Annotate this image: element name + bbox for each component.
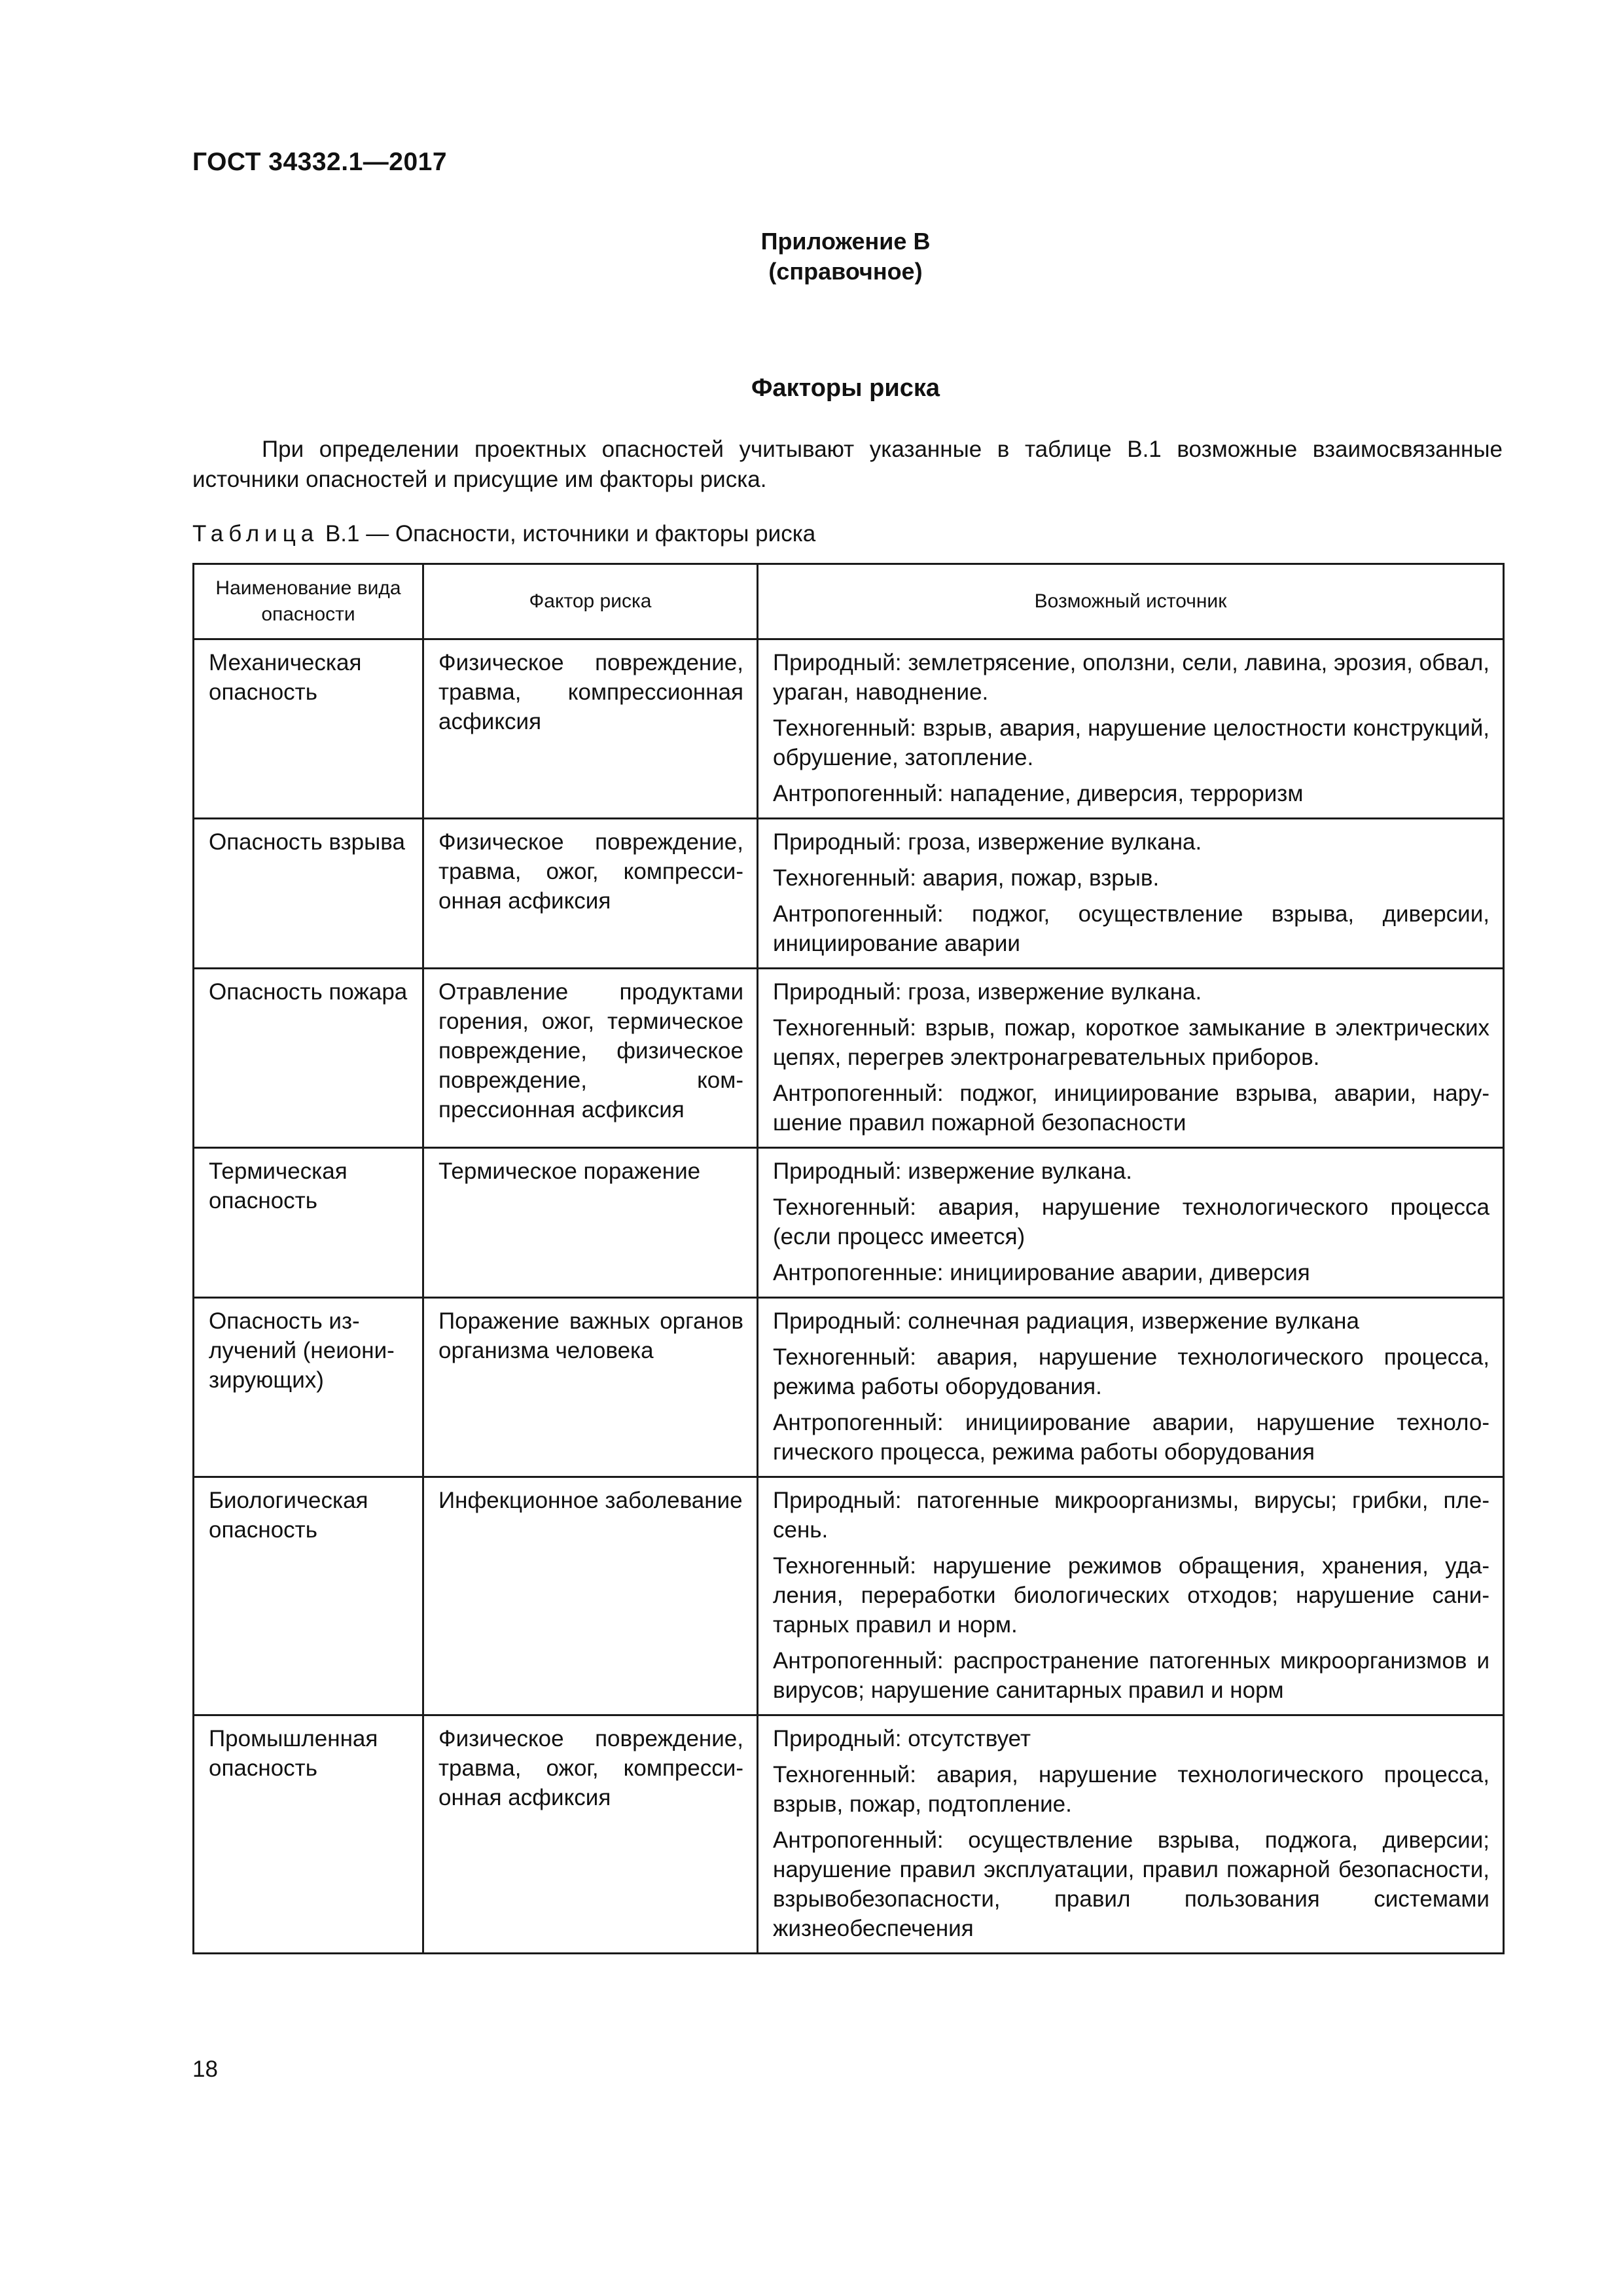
source-entry: Природный: землетрясение, оползни, сели, лавина, эрозия, обвал, ураган, наводнение.: [773, 650, 1489, 705]
source-entry: Антропогенный: поджог, осуществление взрыва, диверсии, инициирование аварии: [773, 901, 1489, 956]
source-entry: Природный: гроза, извержение вулкана.: [773, 979, 1202, 1005]
table-row: [194, 969, 1504, 1148]
table-body: [194, 639, 1504, 1954]
table-caption-label: Таблица: [192, 521, 319, 547]
source-entry: Природный: отсутствует: [773, 1726, 1031, 1751]
risk-factor-cell: Термическое поражение: [423, 1148, 758, 1298]
header-possible-source: Возможный источник: [758, 564, 1504, 639]
header-risk-factor: Фактор риска: [423, 564, 758, 639]
table-caption: [192, 521, 815, 547]
source-entry: Природный: гроза, извержение вулкана.: [773, 829, 1202, 855]
hazard-type-cell: Опасность излучений (неионизирующих): [194, 1298, 423, 1477]
hazard-type-cell: Термическая опасность: [194, 1148, 423, 1298]
source-entry: Техногенный: авария, нарушение технологического процесса, взрыв, пожар, подтопление.: [773, 1762, 1489, 1817]
source-entry: Антропогенный: инициирование аварии, нарушение технологического процесса, режима работы оборудования: [773, 1410, 1489, 1465]
appendix-heading: [0, 226, 1623, 287]
source-entry: Природный: солнечная радиация, извержение вулкана: [773, 1308, 1359, 1334]
risk-factor-cell: Физическое повреждение, травма, ожог, компрессионная асфиксия: [423, 819, 758, 969]
source-entry: Антропогенный: осуществление взрыва, поджога, диверсии; нарушение правил эксплуатации, правил пожарной безопасности, взрывобезопасности, правил пользования системами жизнеобеспечения: [773, 1827, 1489, 1941]
possible-source-cell: [758, 1477, 1504, 1715]
table-row: [194, 1477, 1504, 1715]
table-caption-text: В.1 — Опасности, источники и факторы риска: [319, 521, 816, 547]
table-row: [194, 819, 1504, 969]
possible-source-cell: [758, 1715, 1504, 1954]
risk-factor-cell: Физическое повреждение, травма, компрессионная асфиксия: [423, 639, 758, 819]
appendix-subtitle: (справочное): [768, 258, 923, 285]
source-entry: Антропогенные: инициирование аварии, диверсия: [773, 1260, 1310, 1285]
source-entry: Антропогенный: поджог, инициирование взрыва, аварии, нарушение правил пожарной безопасности: [773, 1081, 1489, 1136]
source-entry: Антропогенный: нападение, диверсия, терроризм: [773, 781, 1304, 806]
table-row: [194, 639, 1504, 819]
possible-source-cell: [758, 969, 1504, 1148]
table-row: [194, 1148, 1504, 1298]
possible-source-cell: [758, 1148, 1504, 1298]
page-number: 18: [192, 2056, 218, 2082]
risk-factor-cell: Поражение важных органов организма человека: [423, 1298, 758, 1477]
document-code: ГОСТ 34332.1—2017: [192, 148, 448, 176]
intro-paragraph: [192, 435, 1503, 495]
risk-factor-cell: Физическое повреждение, травма, ожог, компрессионная асфиксия: [423, 1715, 758, 1954]
table-row: [194, 1298, 1504, 1477]
source-entry: Техногенный: авария, пожар, взрыв.: [773, 865, 1160, 891]
source-entry: Природный: патогенные микроорганизмы, вирусы; грибки, плесень.: [773, 1488, 1489, 1543]
source-entry: Природный: извержение вулкана.: [773, 1158, 1132, 1184]
table-row: [194, 1715, 1504, 1954]
header-hazard-type: Наименование вида опасности: [194, 564, 423, 639]
hazard-type-cell: Биологическая опасность: [194, 1477, 423, 1715]
hazard-type-cell: Механическая опасность: [194, 639, 423, 819]
source-entry: Техногенный: авария, нарушение технологического процесса, режима работы оборудования.: [773, 1344, 1489, 1399]
intro-text: При определении проектных опасностей учитывают указанные в таблице В.1 возможные взаимосвязанные источники опасностей и присущие им факторы риска.: [192, 437, 1503, 492]
risk-factor-cell: Отравление продуктами горения, ожог, термическое повреждение, физическое повреждение, компрессионная асфиксия: [423, 969, 758, 1148]
hazard-type-cell: Опасность взрыва: [194, 819, 423, 969]
source-entry: Техногенный: нарушение режимов обращения, хранения, удаления, переработки биологических отходов; нарушение санитарных правил и норм.: [773, 1553, 1489, 1638]
source-entry: Техногенный: взрыв, авария, нарушение целостности конструкций, обрушение, затопление.: [773, 715, 1489, 770]
appendix-title: Приложение В: [760, 228, 931, 255]
risk-factors-table: [192, 563, 1505, 1954]
possible-source-cell: [758, 639, 1504, 819]
possible-source-cell: [758, 1298, 1504, 1477]
risk-factor-cell: Инфекционное заболевание: [423, 1477, 758, 1715]
possible-source-cell: [758, 819, 1504, 969]
table-header-row: [194, 564, 1504, 639]
source-entry: Техногенный: авария, нарушение технологического процесса (если процесс имеется): [773, 1194, 1489, 1249]
hazard-type-cell: Опасность пожара: [194, 969, 423, 1148]
hazard-type-cell: Промышленная опасность: [194, 1715, 423, 1954]
section-title: Факторы риска: [751, 374, 940, 402]
source-entry: Антропогенный: распространение патогенных микроорганизмов и вирусов; нарушение санитарных правил и норм: [773, 1648, 1489, 1703]
source-entry: Техногенный: взрыв, пожар, короткое замыкание в электрических цепях, перегрев электронагревательных приборов.: [773, 1015, 1489, 1070]
